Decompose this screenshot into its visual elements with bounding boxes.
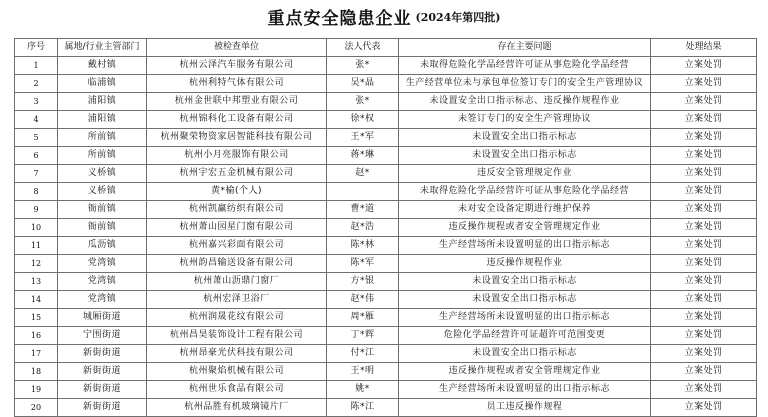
company-cell: 杭州锦科化工设备有限公司 — [147, 111, 327, 129]
issue-cell: 生产经营场所未设置明显的出口指示标志 — [399, 309, 651, 327]
department-cell: 所前镇 — [58, 129, 147, 147]
row-number: 19 — [15, 381, 58, 399]
legal-rep-cell: 陈*江 — [327, 399, 399, 417]
table-row — [15, 93, 757, 111]
row-number: 9 — [15, 201, 58, 219]
result-cell: 立案处罚 — [651, 363, 757, 381]
row-number: 17 — [15, 345, 58, 363]
department-cell: 义桥镇 — [58, 165, 147, 183]
table-row — [15, 219, 757, 237]
result-cell: 立案处罚 — [651, 183, 757, 201]
company-cell: 杭州宏泽卫浴厂 — [147, 291, 327, 309]
issue-cell: 未取得危险化学品经营许可证从事危险化学品经营 — [399, 57, 651, 75]
department-cell: 党湾镇 — [58, 273, 147, 291]
column-header: 属地/行业主管部门 — [58, 39, 147, 57]
result-cell: 立案处罚 — [651, 345, 757, 363]
row-number: 13 — [15, 273, 58, 291]
row-number: 20 — [15, 399, 58, 417]
company-cell: 杭州品胜有机玻璃镜片厂 — [147, 399, 327, 417]
issue-cell: 未对安全设备定期进行维护保养 — [399, 201, 651, 219]
department-cell: 新街街道 — [58, 345, 147, 363]
company-cell: 杭州昌昊装饰设计工程有限公司 — [147, 327, 327, 345]
result-cell: 立案处罚 — [651, 201, 757, 219]
department-cell: 衙前镇 — [58, 219, 147, 237]
department-cell: 戴村镇 — [58, 57, 147, 75]
table-row — [15, 129, 757, 147]
row-number: 16 — [15, 327, 58, 345]
table-body — [15, 57, 757, 417]
legal-rep-cell: 姚* — [327, 381, 399, 399]
row-number: 2 — [15, 75, 58, 93]
table-row — [15, 75, 757, 93]
legal-rep-cell: 蒋*琳 — [327, 147, 399, 165]
legal-rep-cell — [327, 183, 399, 201]
result-cell: 立案处罚 — [651, 273, 757, 291]
table-row — [15, 57, 757, 75]
department-cell: 城厢街道 — [58, 309, 147, 327]
table-row — [15, 363, 757, 381]
legal-rep-cell: 付*江 — [327, 345, 399, 363]
department-cell: 义桥镇 — [58, 183, 147, 201]
result-cell: 立案处罚 — [651, 237, 757, 255]
issue-cell: 未取得危险化学品经营许可证从事危险化学品经营 — [399, 183, 651, 201]
issue-cell: 未签订专门的安全生产管理协议 — [399, 111, 651, 129]
issue-cell: 生产经营场所未设置明显的出口指示标志 — [399, 237, 651, 255]
page-title: 重点安全隐患企业 — [267, 9, 412, 29]
department-cell: 新街街道 — [58, 399, 147, 417]
issue-cell: 未设置安全出口指示标志、违反操作规程作业 — [399, 93, 651, 111]
legal-rep-cell: 吴*晶 — [327, 75, 399, 93]
company-cell: 杭州萧山沥鼎门窗厂 — [147, 273, 327, 291]
department-cell: 浦阳镇 — [58, 111, 147, 129]
issue-cell: 违反操作规程作业 — [399, 255, 651, 273]
row-number: 7 — [15, 165, 58, 183]
department-cell: 宁围街道 — [58, 327, 147, 345]
department-cell: 党湾镇 — [58, 255, 147, 273]
company-cell: 杭州嘉兴彩面有限公司 — [147, 237, 327, 255]
legal-rep-cell: 赵*伟 — [327, 291, 399, 309]
page-subtitle: (2024年第四批) — [415, 10, 501, 24]
enterprise-table — [14, 38, 757, 417]
issue-cell: 违反操作规程或者安全管理规定作业 — [399, 363, 651, 381]
table-row — [15, 255, 757, 273]
department-cell: 浦阳镇 — [58, 93, 147, 111]
row-number: 6 — [15, 147, 58, 165]
legal-rep-cell: 赵* — [327, 165, 399, 183]
result-cell: 立案处罚 — [651, 111, 757, 129]
row-number: 5 — [15, 129, 58, 147]
result-cell: 立案处罚 — [651, 291, 757, 309]
column-header: 存在主要问题 — [399, 39, 651, 57]
legal-rep-cell: 陈*林 — [327, 237, 399, 255]
table-row — [15, 381, 757, 399]
legal-rep-cell: 王*明 — [327, 363, 399, 381]
issue-cell: 未设置安全出口指示标志 — [399, 345, 651, 363]
result-cell: 立案处罚 — [651, 399, 757, 417]
department-cell: 党湾镇 — [58, 291, 147, 309]
company-cell: 杭州凯赢纺织有限公司 — [147, 201, 327, 219]
issue-cell: 生产经营场所未设置明显的出口指示标志 — [399, 381, 651, 399]
row-number: 18 — [15, 363, 58, 381]
row-number: 8 — [15, 183, 58, 201]
result-cell: 立案处罚 — [651, 309, 757, 327]
company-cell: 黄*榆(个人) — [147, 183, 327, 201]
legal-rep-cell: 丁*辉 — [327, 327, 399, 345]
result-cell: 立案处罚 — [651, 165, 757, 183]
company-cell: 杭州小月亮服饰有限公司 — [147, 147, 327, 165]
table-row — [15, 399, 757, 417]
department-cell: 所前镇 — [58, 147, 147, 165]
department-cell: 瓜沥镇 — [58, 237, 147, 255]
issue-cell: 员工违反操作规程 — [399, 399, 651, 417]
issue-cell: 未设置安全出口指示标志 — [399, 291, 651, 309]
issue-cell: 违反操作规程或者安全管理规定作业 — [399, 219, 651, 237]
row-number: 3 — [15, 93, 58, 111]
result-cell: 立案处罚 — [651, 129, 757, 147]
issue-cell: 未设置安全出口指示标志 — [399, 273, 651, 291]
legal-rep-cell: 张* — [327, 93, 399, 111]
table-row — [15, 309, 757, 327]
table-header-row — [15, 39, 757, 57]
result-cell: 立案处罚 — [651, 255, 757, 273]
department-cell: 新街街道 — [58, 363, 147, 381]
table-row — [15, 237, 757, 255]
department-cell: 临浦镇 — [58, 75, 147, 93]
legal-rep-cell: 徐*权 — [327, 111, 399, 129]
result-cell: 立案处罚 — [651, 75, 757, 93]
row-number: 10 — [15, 219, 58, 237]
table-row — [15, 345, 757, 363]
issue-cell: 未设置安全出口指示标志 — [399, 129, 651, 147]
row-number: 14 — [15, 291, 58, 309]
company-cell: 杭州萧山园星门窗有限公司 — [147, 219, 327, 237]
row-number: 12 — [15, 255, 58, 273]
column-header: 处理结果 — [651, 39, 757, 57]
result-cell: 立案处罚 — [651, 147, 757, 165]
result-cell: 立案处罚 — [651, 93, 757, 111]
company-cell: 杭州韵昌输送设备有限公司 — [147, 255, 327, 273]
row-number: 11 — [15, 237, 58, 255]
row-number: 4 — [15, 111, 58, 129]
company-cell: 杭州云泽汽车服务有限公司 — [147, 57, 327, 75]
legal-rep-cell: 陈*军 — [327, 255, 399, 273]
company-cell: 杭州润晟花纹有限公司 — [147, 309, 327, 327]
issue-cell: 违反安全管理规定作业 — [399, 165, 651, 183]
legal-rep-cell: 曹*道 — [327, 201, 399, 219]
table-row — [15, 165, 757, 183]
table-row — [15, 201, 757, 219]
legal-rep-cell: 周*雁 — [327, 309, 399, 327]
title-row — [0, 4, 768, 32]
legal-rep-cell: 王*军 — [327, 129, 399, 147]
issue-cell: 危险化学品经营许可证超许可范围变更 — [399, 327, 651, 345]
row-number: 1 — [15, 57, 58, 75]
result-cell: 立案处罚 — [651, 57, 757, 75]
company-cell: 杭州宇宏五金机械有限公司 — [147, 165, 327, 183]
result-cell: 立案处罚 — [651, 381, 757, 399]
result-cell: 立案处罚 — [651, 327, 757, 345]
company-cell: 杭州聚焰机械有限公司 — [147, 363, 327, 381]
company-cell: 杭州聚荣物资家居智能科技有限公司 — [147, 129, 327, 147]
company-cell: 杭州利特气体有限公司 — [147, 75, 327, 93]
issue-cell: 生产经营单位未与承包单位签订专门的安全生产管理协议 — [399, 75, 651, 93]
company-cell: 杭州昂豪光伏科技有限公司 — [147, 345, 327, 363]
company-cell: 杭州金世联中邦塑业有限公司 — [147, 93, 327, 111]
column-header: 法人代表 — [327, 39, 399, 57]
row-number: 15 — [15, 309, 58, 327]
column-header: 序号 — [15, 39, 58, 57]
department-cell: 新街街道 — [58, 381, 147, 399]
column-header: 被检查单位 — [147, 39, 327, 57]
table-row — [15, 183, 757, 201]
table-row — [15, 111, 757, 129]
legal-rep-cell: 方*银 — [327, 273, 399, 291]
company-cell: 杭州世乐食品有限公司 — [147, 381, 327, 399]
legal-rep-cell: 张* — [327, 57, 399, 75]
table-row — [15, 273, 757, 291]
table-row — [15, 327, 757, 345]
table-row — [15, 147, 757, 165]
department-cell: 衙前镇 — [58, 201, 147, 219]
result-cell: 立案处罚 — [651, 219, 757, 237]
issue-cell: 未设置安全出口指示标志 — [399, 147, 651, 165]
table-row — [15, 291, 757, 309]
legal-rep-cell: 赵*浩 — [327, 219, 399, 237]
